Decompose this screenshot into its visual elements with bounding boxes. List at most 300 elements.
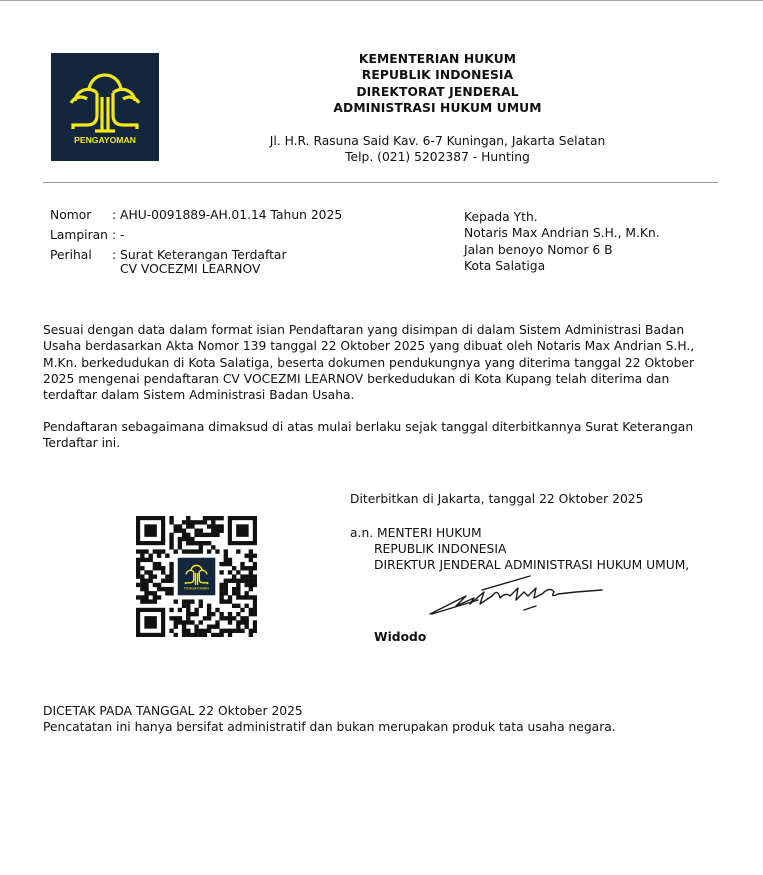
qr-module (194, 549, 198, 553)
qr-module (182, 629, 186, 633)
qr-module (253, 554, 257, 558)
qr-module (153, 599, 157, 603)
qr-module (244, 574, 248, 578)
qr-module (182, 633, 186, 637)
qr-finder (144, 524, 157, 537)
qr-module (199, 620, 203, 624)
qr-module (149, 554, 153, 558)
qr-module (190, 549, 194, 553)
qr-module (190, 541, 194, 545)
qr-module (199, 633, 203, 637)
qr-module (144, 591, 148, 595)
qr-module (199, 599, 203, 603)
qr-logo-text: PENGAYOMAN (184, 586, 209, 591)
qr-module (186, 612, 190, 616)
qr-module (236, 583, 240, 587)
qr-module (228, 570, 232, 574)
qr-module (136, 574, 140, 578)
qr-module (215, 624, 219, 628)
qr-module (219, 516, 223, 520)
qr-module (194, 612, 198, 616)
qr-module (194, 533, 198, 537)
qr-module (228, 595, 232, 599)
qr-module (203, 629, 207, 633)
qr-module (149, 570, 153, 574)
qr-module (249, 583, 253, 587)
qr-module (153, 549, 157, 553)
qr-module (174, 616, 178, 620)
qr-module (253, 595, 257, 599)
qr-module (232, 574, 236, 578)
qr-module (190, 612, 194, 616)
qr-module (215, 516, 219, 520)
qr-module (199, 545, 203, 549)
qr-module (157, 595, 161, 599)
qr-module (169, 520, 173, 524)
qr-module (236, 549, 240, 553)
nomor-value: : AHU-0091889-AH.01.14 Tahun 2025 (112, 208, 343, 222)
qr-module (207, 612, 211, 616)
qr-module (249, 558, 253, 562)
qr-module (211, 624, 215, 628)
qr-module (194, 633, 198, 637)
qr-module (249, 554, 253, 558)
qr-module (224, 558, 228, 562)
qr-module (169, 566, 173, 570)
qr-module (186, 524, 190, 528)
qr-module (253, 620, 257, 624)
qr-module (140, 579, 144, 583)
body-paragraph-2: Pendaftaran sebagaimana dimaksud di atas mulai berlaku sejak tanggal diterbitkannya Surat Keterangan Terdaftar ini. (43, 420, 694, 451)
qr-module (153, 562, 157, 566)
qr-module (136, 583, 140, 587)
qr-module (228, 558, 232, 562)
qr-module (169, 533, 173, 537)
qr-module (211, 545, 215, 549)
qr-module (249, 595, 253, 599)
logo-text: PENGAYOMAN (74, 135, 136, 145)
qr-module (253, 624, 257, 628)
qr-module (178, 529, 182, 533)
qr-module (144, 579, 148, 583)
qr-module (199, 541, 203, 545)
qr-module (207, 549, 211, 553)
qr-module (157, 554, 161, 558)
signer-name: Widodo (374, 630, 427, 644)
top-border (0, 0, 763, 1)
qr-module (249, 574, 253, 578)
qr-module (149, 591, 153, 595)
qr-module (182, 533, 186, 537)
qr-module (236, 595, 240, 599)
recipient-salutation: Kepada Yth. (464, 210, 538, 224)
qr-module (224, 591, 228, 595)
qr-module (144, 549, 148, 553)
qr-module (169, 537, 173, 541)
qr-module (219, 599, 223, 603)
printed-date: DICETAK PADA TANGGAL 22 Oktober 2025 (43, 704, 303, 718)
qr-module (186, 541, 190, 545)
qr-module (219, 591, 223, 595)
qr-module (207, 541, 211, 545)
qr-module (240, 616, 244, 620)
qr-module (253, 599, 257, 603)
handwritten-signature (426, 574, 616, 620)
qr-module (215, 529, 219, 533)
qr-module (190, 537, 194, 541)
qr-module (244, 616, 248, 620)
qr-module (161, 579, 165, 583)
qr-module (232, 616, 236, 620)
qr-module (174, 599, 178, 603)
qr-module (157, 549, 161, 553)
qr-module (211, 524, 215, 528)
qr-module (232, 579, 236, 583)
issued-place-date: Diterbitkan di Jakarta, tanggal 22 Oktober 2025 (350, 492, 644, 506)
qr-module (169, 579, 173, 583)
signature-block (350, 491, 730, 573)
qr-module (203, 520, 207, 524)
qr-module (169, 545, 173, 549)
qr-module (169, 541, 173, 545)
directorate-name: DIREKTORAT JENDERAL (356, 84, 519, 99)
qr-module (253, 566, 257, 570)
qr-module (182, 537, 186, 541)
qr-module (186, 537, 190, 541)
qr-module (178, 524, 182, 528)
qr-module (244, 579, 248, 583)
qr-module (190, 633, 194, 637)
qr-module (157, 562, 161, 566)
qr-module (203, 516, 207, 520)
qr-module (144, 570, 148, 574)
disclaimer: Pencatatan ini hanya bersifat administratif dan bukan merupakan produk tata usaha negara. (43, 720, 616, 734)
qr-module (219, 524, 223, 528)
qr-module (240, 562, 244, 566)
qr-module (199, 533, 203, 537)
qr-module (219, 633, 223, 637)
qr-module (144, 587, 148, 591)
pengayoman-emblem-icon (51, 53, 159, 161)
qr-module (224, 554, 228, 558)
qr-module (211, 516, 215, 520)
qr-module (144, 595, 148, 599)
qr-module (149, 558, 153, 562)
qr-module (169, 587, 173, 591)
qr-module (153, 574, 157, 578)
perihal-label: Perihal (50, 248, 92, 262)
qr-module (219, 583, 223, 587)
qr-module (244, 624, 248, 628)
qr-module (178, 545, 182, 549)
qr-module (219, 587, 223, 591)
qr-module (136, 570, 140, 574)
pengayoman-logo (51, 53, 159, 161)
recipient-name: Notaris Max Andrian S.H., M.Kn. (464, 226, 660, 241)
qr-module (219, 562, 223, 566)
on-behalf-of: a.n. MENTERI HUKUM (350, 526, 482, 540)
qr-module (194, 608, 198, 612)
qr-module (199, 629, 203, 633)
qr-module (169, 516, 173, 520)
qr-module (186, 616, 190, 620)
qr-module (253, 583, 257, 587)
qr-module (174, 624, 178, 628)
qr-module (236, 629, 240, 633)
qr-module (207, 608, 211, 612)
office-address: Jl. H.R. Rasuna Said Kav. 6-7 Kuningan, Jakarta Selatan (269, 134, 606, 149)
qr-module (157, 583, 161, 587)
qr-module (199, 604, 203, 608)
country-name: REPUBLIK INDONESIA (361, 68, 514, 83)
qr-module (136, 595, 140, 599)
qr-module (199, 529, 203, 533)
qr-module (207, 524, 211, 528)
qr-finder (144, 616, 157, 629)
qr-module (211, 520, 215, 524)
qr-module (249, 587, 253, 591)
qr-module (194, 520, 198, 524)
qr-module (224, 616, 228, 620)
qr-module (140, 595, 144, 599)
qr-module (182, 620, 186, 624)
qr-module (228, 612, 232, 616)
qr-module (240, 620, 244, 624)
qr-module (186, 533, 190, 537)
qr-module (178, 620, 182, 624)
qr-module (203, 541, 207, 545)
qr-module (236, 587, 240, 591)
qr-module (153, 566, 157, 570)
letterhead (250, 51, 625, 165)
qr-module (219, 529, 223, 533)
qr-module (228, 620, 232, 624)
office-phone: Telp. (021) 5202387 - Hunting (345, 150, 530, 165)
qr-module (186, 608, 190, 612)
body-paragraph-1: Sesuai dengan data dalam format isian Pendaftaran yang disimpan di dalam Sistem Administrasi Badan Usaha berdasarkan Akta Nomor 139 tanggal 22 Oktober 2025 yang dibuat oleh Notaris Max Andrian S.H., M.Kn. berkedudukan di Kota Salatiga, beserta dokumen pendukungnya yang diterima tanggal 22 Oktober 2025 mengenai pendaftaran CV VOCEZMI LEARNOV berkedudukan di Kota Kupang telah diterima dan terdaftar dalam Sistem Administrasi Badan Usaha. (43, 323, 695, 403)
qr-module (174, 524, 178, 528)
qr-module (190, 599, 194, 603)
qr-module (232, 629, 236, 633)
qr-module (174, 549, 178, 553)
qr-module (249, 633, 253, 637)
qr-module (203, 616, 207, 620)
qr-module (136, 549, 140, 553)
qr-module (178, 537, 182, 541)
qr-module (194, 541, 198, 545)
qr-module (240, 595, 244, 599)
qr-module (194, 629, 198, 633)
qr-module (215, 608, 219, 612)
qr-module (136, 558, 140, 562)
qr-module (169, 574, 173, 578)
qr-module (215, 524, 219, 528)
qr-module (228, 633, 232, 637)
qr-module (215, 620, 219, 624)
qr-module (182, 604, 186, 608)
qr-module (253, 574, 257, 578)
qr-module (236, 591, 240, 595)
qr-module (232, 566, 236, 570)
qr-module (240, 579, 244, 583)
qr-module (169, 570, 173, 574)
qr-module (240, 574, 244, 578)
qr-module (224, 579, 228, 583)
qr-module (174, 529, 178, 533)
footer (43, 703, 616, 735)
qr-module (186, 633, 190, 637)
qr-module (169, 591, 173, 595)
qr-module (249, 612, 253, 616)
recipient-city: Kota Salatiga (464, 259, 546, 274)
qr-module (194, 624, 198, 628)
qr-module (244, 620, 248, 624)
qr-module (211, 533, 215, 537)
header-divider (43, 182, 718, 183)
qr-module (253, 604, 257, 608)
qr-module (140, 574, 144, 578)
signer-title: DIREKTUR JENDERAL ADMINISTRASI HUKUM UMUM, (374, 558, 690, 572)
qr-module (240, 608, 244, 612)
qr-module (224, 549, 228, 553)
qr-module (140, 599, 144, 603)
qr-module (169, 608, 173, 612)
qr-module (144, 583, 148, 587)
qr-module (215, 533, 219, 537)
qr-module (190, 524, 194, 528)
perihal-value: : Surat Keterangan Terdaftar (112, 248, 287, 262)
qr-module (236, 579, 240, 583)
qr-module (228, 579, 232, 583)
qr-module (194, 529, 198, 533)
qr-module (207, 604, 211, 608)
qr-module (249, 566, 253, 570)
qr-module (140, 583, 144, 587)
qr-module (244, 583, 248, 587)
qr-module (224, 599, 228, 603)
qr-module (165, 587, 169, 591)
qr-module (215, 549, 219, 553)
qr-module (203, 633, 207, 637)
qr-module (249, 549, 253, 553)
qr-module (232, 587, 236, 591)
qr-module (249, 629, 253, 633)
qr-module (228, 629, 232, 633)
directorate-division: ADMINISTRASI HUKUM UMUM (333, 100, 542, 115)
recipient-street: Jalan benoyo Nomor 6 B (464, 242, 613, 257)
qr-module (224, 629, 228, 633)
lampiran-label: Lampiran (50, 228, 108, 242)
qr-module (244, 566, 248, 570)
qr-code (136, 516, 257, 637)
qr-module (186, 620, 190, 624)
qr-module (182, 529, 186, 533)
qr-module (244, 604, 248, 608)
qr-module (153, 591, 157, 595)
qr-module (249, 608, 253, 612)
qr-module (186, 599, 190, 603)
qr-module (244, 595, 248, 599)
qr-module (215, 633, 219, 637)
qr-module (149, 574, 153, 578)
qr-module (153, 595, 157, 599)
qr-module (190, 520, 194, 524)
qr-module (253, 608, 257, 612)
qr-module (140, 558, 144, 562)
qr-module (219, 570, 223, 574)
qr-module (178, 541, 182, 545)
qr-module (182, 520, 186, 524)
qr-code-icon (136, 516, 257, 637)
qr-module (182, 549, 186, 553)
qr-module (140, 554, 144, 558)
qr-module (232, 591, 236, 595)
qr-module (144, 558, 148, 562)
qr-module (236, 620, 240, 624)
qr-module (140, 566, 144, 570)
qr-module (253, 579, 257, 583)
qr-module (186, 520, 190, 524)
qr-module (207, 516, 211, 520)
qr-module (253, 612, 257, 616)
qr-module (249, 570, 253, 574)
qr-module (169, 562, 173, 566)
qr-module (253, 562, 257, 566)
recipient-block (464, 209, 660, 275)
qr-module (149, 599, 153, 603)
qr-module (161, 566, 165, 570)
qr-module (169, 629, 173, 633)
qr-module (144, 599, 148, 603)
qr-module (207, 629, 211, 633)
qr-module (219, 595, 223, 599)
qr-module (165, 574, 169, 578)
qr-module (178, 608, 182, 612)
qr-module (253, 629, 257, 633)
qr-module (161, 549, 165, 553)
qr-module (186, 604, 190, 608)
qr-module (157, 587, 161, 591)
qr-module (140, 549, 144, 553)
qr-module (157, 566, 161, 570)
qr-module (219, 629, 223, 633)
qr-module (174, 620, 178, 624)
qr-module (224, 587, 228, 591)
qr-module (236, 570, 240, 574)
qr-module (244, 591, 248, 595)
qr-module (199, 520, 203, 524)
qr-module (199, 549, 203, 553)
qr-module (211, 529, 215, 533)
qr-module (228, 599, 232, 603)
qr-module (224, 562, 228, 566)
qr-module (136, 562, 140, 566)
qr-module (224, 583, 228, 587)
qr-module (190, 620, 194, 624)
qr-module (236, 604, 240, 608)
qr-module (211, 612, 215, 616)
qr-module (165, 579, 169, 583)
qr-module (228, 616, 232, 620)
qr-module (207, 616, 211, 620)
qr-module (228, 562, 232, 566)
qr-module (232, 604, 236, 608)
qr-module (161, 570, 165, 574)
qr-module (249, 579, 253, 583)
qr-module (236, 624, 240, 628)
qr-module (186, 516, 190, 520)
qr-module (182, 624, 186, 628)
